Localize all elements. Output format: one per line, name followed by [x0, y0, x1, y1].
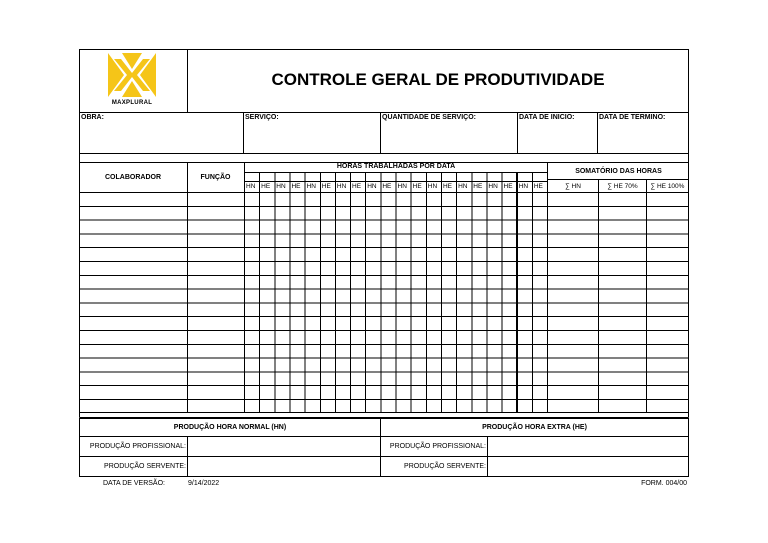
col-colaborador: COLABORADOR	[105, 174, 161, 181]
sum-col-label: ∑ HE 100%	[650, 183, 685, 190]
hour-col-label: HN	[397, 183, 407, 190]
hour-col-label: HN	[306, 183, 316, 190]
hour-col-label: HE	[261, 183, 271, 190]
form-code: FORM. 004/00	[641, 480, 687, 487]
hour-col-label: HE	[412, 183, 422, 190]
hour-col-label: HE	[442, 183, 452, 190]
prod-normal-header: PRODUÇÃO HORA NORMAL (HN)	[173, 424, 287, 431]
hour-col-label: HE	[533, 183, 543, 190]
version-date: 9/14/2022	[188, 480, 220, 487]
hour-col-label: HE	[321, 183, 331, 190]
prod-extra-servente-field[interactable]	[487, 456, 689, 477]
prod-normal-profissional-label: PRODUÇÃO PROFISSIONAL:	[89, 443, 186, 450]
page-title: CONTROLE GERAL DE PRODUTIVIDADE	[271, 70, 605, 89]
sum-col-label: ∑ HE 70%	[607, 183, 638, 190]
hour-col-label: HN	[427, 183, 438, 190]
prod-extra-servente-label: PRODUÇÃO SERVENTE:	[404, 463, 486, 470]
hour-col-label: HN	[246, 183, 256, 190]
hour-col-label: HN	[276, 183, 286, 190]
sum-col-label: ∑ HN	[565, 183, 581, 190]
prod-normal-servente-field[interactable]	[187, 456, 381, 477]
hour-col-label: HN	[367, 183, 377, 190]
prod-extra-profissional-label: PRODUÇÃO PROFISSIONAL:	[389, 443, 486, 450]
version-label: DATA DE VERSÃO:	[103, 480, 165, 487]
obra-label: OBRA:	[81, 114, 104, 121]
prod-normal-servente-label: PRODUÇÃO SERVENTE:	[104, 463, 186, 470]
hour-col-label: HN	[336, 183, 347, 190]
hour-col-label: HN	[488, 183, 498, 190]
prod-extra-profissional-field[interactable]	[487, 436, 689, 457]
somatorio-header: SOMATÓRIO DAS HORAS	[575, 168, 662, 175]
prod-extra-header: PRODUÇÃO HORA EXTRA (HE)	[482, 424, 587, 431]
horas-header: HORAS TRABALHADAS POR DATA	[336, 163, 456, 170]
prod-normal-profissional-field[interactable]	[187, 436, 381, 457]
hour-col-label: HE	[382, 183, 392, 190]
data-inicio-label: DATA DE INICIO:	[519, 114, 575, 121]
logo-text: MAXPLURAL	[111, 100, 153, 106]
hour-col-label: HE	[503, 183, 513, 190]
hour-col-label: HE	[352, 183, 362, 190]
hour-col-label: HE	[473, 183, 483, 190]
hour-col-label: HN	[518, 183, 529, 190]
hour-col-label: HN	[458, 183, 468, 190]
col-funcao: FUNÇÃO	[200, 174, 231, 181]
servico-label: SERVIÇO:	[245, 114, 279, 121]
quantidade-label: QUANTIDADE DE SERVIÇO:	[382, 114, 476, 121]
data-termino-label: DATA DE TERMINO:	[599, 114, 666, 121]
hour-col-label: HE	[291, 183, 301, 190]
